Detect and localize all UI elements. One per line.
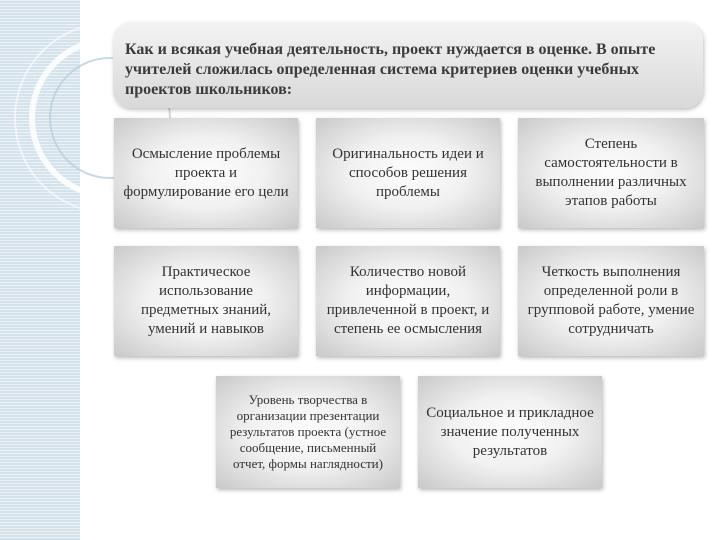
criterion-text: Степень самостоятельности в выполнении различных этапов работы xyxy=(535,136,687,209)
criterion-text: Уровень творчества в организации презентации результатов проекта (устное сообщение, письменный отчет, формы наглядности) xyxy=(229,392,387,471)
criterion-box-4 xyxy=(114,246,298,356)
criterion-text: Осмысление проблемы проекта и формулирование его цели xyxy=(123,145,289,200)
criterion-box-1 xyxy=(114,118,298,228)
intro-text: Как и всякая учебная деятельность, проект нуждается в оценке. В опыте учителей сложилась определенная система критериев оценки учебных проектов школьников: xyxy=(125,41,656,98)
criterion-box-8 xyxy=(418,376,602,488)
criterion-box-6 xyxy=(518,246,704,356)
criterion-text: Количество новой информации, привлеченной в проект, и степень ее осмысления xyxy=(326,264,490,337)
criterion-text: Социальное и прикладное значение полученных результатов xyxy=(426,404,594,459)
criterion-text: Практическое использование предметных знаний, умений и навыков xyxy=(140,264,272,337)
criterion-text: Оригинальность идеи и способов решения проблемы xyxy=(332,145,484,200)
criterion-box-2 xyxy=(316,118,500,228)
intro-panel xyxy=(113,22,703,108)
criterion-box-7 xyxy=(216,376,400,488)
criterion-box-3 xyxy=(518,118,704,228)
criterion-box-5 xyxy=(316,246,500,356)
criterion-text: Четкость выполнения определенной роли в групповой работе, умение сотрудничать xyxy=(527,264,695,337)
